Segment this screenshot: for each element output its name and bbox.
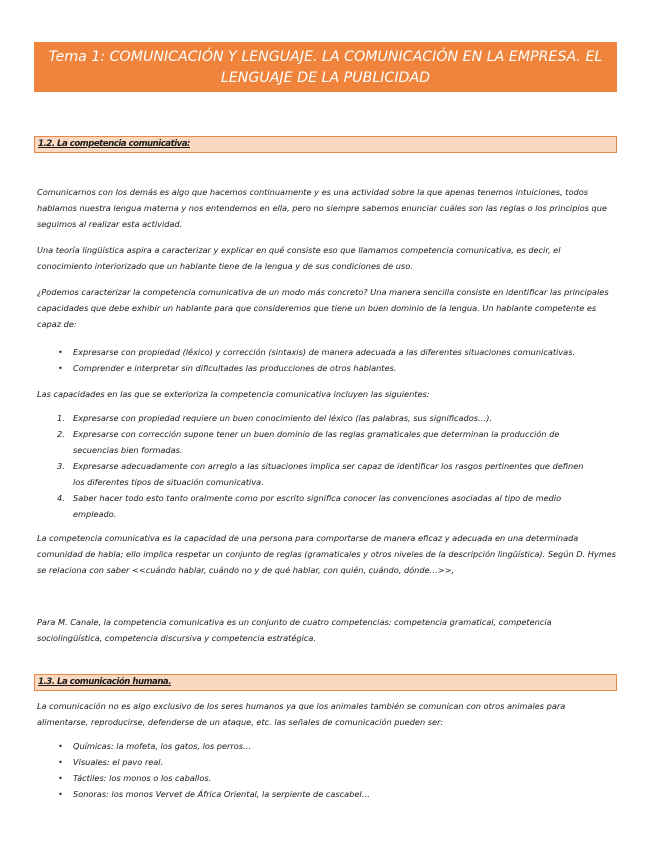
list-item: • Táctiles: los monos o los caballos. (37, 770, 597, 786)
list-number: 4. (57, 493, 65, 503)
list-item (37, 410, 597, 426)
paragraph: Una teoría lingüística aspira a caracterizar y explicar en qué consiste eso que llamamos competencia comunicativa, es decir, el conocimiento interiorizado que un hablante tiene de la lengua y de sus condiciones de uso. (37, 245, 561, 271)
paragraph: Para M. Canale, la competencia comunicativa es un conjunto de cuatro competencias: competencia gramatical, competencia sociolingüística, competencia discursiva y competencia estratégica. (37, 617, 552, 643)
signal-bullet-list (37, 738, 597, 802)
list-item-text: Expresarse con propiedad requiere un buen conocimiento del léxico (las palabras, sus significados…). (73, 413, 493, 423)
list-number: 3. (57, 461, 65, 471)
paragraph: Comunicarnos con los demás es algo que hacemos continuamente y es una actividad sobre la que apenas tenemos intuiciones, todos hablamos nuestra lengua materna y nos entendemos en ella, pero no siempre sabemos enunciar cuáles son las reglas o los principios que seguimos al realizar esta actividad. (37, 187, 607, 229)
list-item: • Comprender e interpretar sin dificultades las producciones de otros hablantes. (37, 360, 597, 376)
list-item (37, 490, 597, 522)
list-item (37, 458, 597, 490)
list-item-text: Expresarse adecuadamente con arreglo a las situaciones implica ser capaz de identificar los rasgos pertinentes que definen los diferentes tipos de situación comunicativa. (73, 461, 584, 487)
capacity-numbered-list (37, 410, 597, 522)
capacity-bullet-list (37, 344, 597, 376)
paragraph: La competencia comunicativa es la capacidad de una persona para comportarse de manera eficaz y adecuada en una determinada comunidad de habla; ello implica respetar un conjunto de reglas (gramaticales y otros niveles de la descripción lingüística). Según D. Hymes se relaciona con saber <<cuándo hablar, cuándo no y de qué hablar, con quién, cuándo, dónde…>>, (37, 533, 617, 575)
paragraph: Las capacidades en las que se exterioriza la competencia comunicativa incluyen las siguientes: (37, 389, 430, 399)
list-item-text: Saber hacer todo esto tanto oralmente como por escrito significa conocer las convenciones asociadas al tipo de medio empleado. (73, 493, 562, 519)
list-item: • Sonoras: los monos Vervet de África Oriental, la serpiente de cascabel… (37, 786, 597, 802)
list-item: • Expresarse con propiedad (léxico) y corrección (sintaxis) de manera adecuada a las diferentes situaciones comunicativas. (37, 344, 597, 360)
section-heading-competencia: 1.2. La competencia comunicativa: (34, 136, 617, 153)
list-number: 1. (57, 413, 65, 423)
paragraph: ¿Podemos caracterizar la competencia comunicativa de un modo más concreto? Una manera sencilla consiste en identificar las principales capacidades que debe exhibir un hablante para que consideremos que tiene un buen dominio de la lengua. Un hablante competente es capaz de: (37, 287, 609, 329)
list-item: • Visuales: el pavo real. (37, 754, 597, 770)
list-item: • Químicas: la mofeta, los gatos, los perros… (37, 738, 597, 754)
list-item-text: Expresarse con corrección supone tener un buen dominio de las reglas gramaticales que determinan la producción de secuencias bien formadas. (73, 429, 560, 455)
document-title: Tema 1: COMUNICACIÓN Y LENGUAJE. LA COMUNICACIÓN EN LA EMPRESA. EL LENGUAJE DE LA PUBLICIDAD (34, 42, 617, 92)
list-number: 2. (57, 429, 65, 439)
section-heading-comunicacion-humana: 1.3. La comunicación humana. (34, 674, 617, 691)
list-item (37, 426, 597, 458)
paragraph: La comunicación no es algo exclusivo de los seres humanos ya que los animales también se comunican con otros animales para alimentarse, reproducirse, defenderse de un ataque, etc. las señales de comunicación pueden ser: (37, 701, 566, 727)
